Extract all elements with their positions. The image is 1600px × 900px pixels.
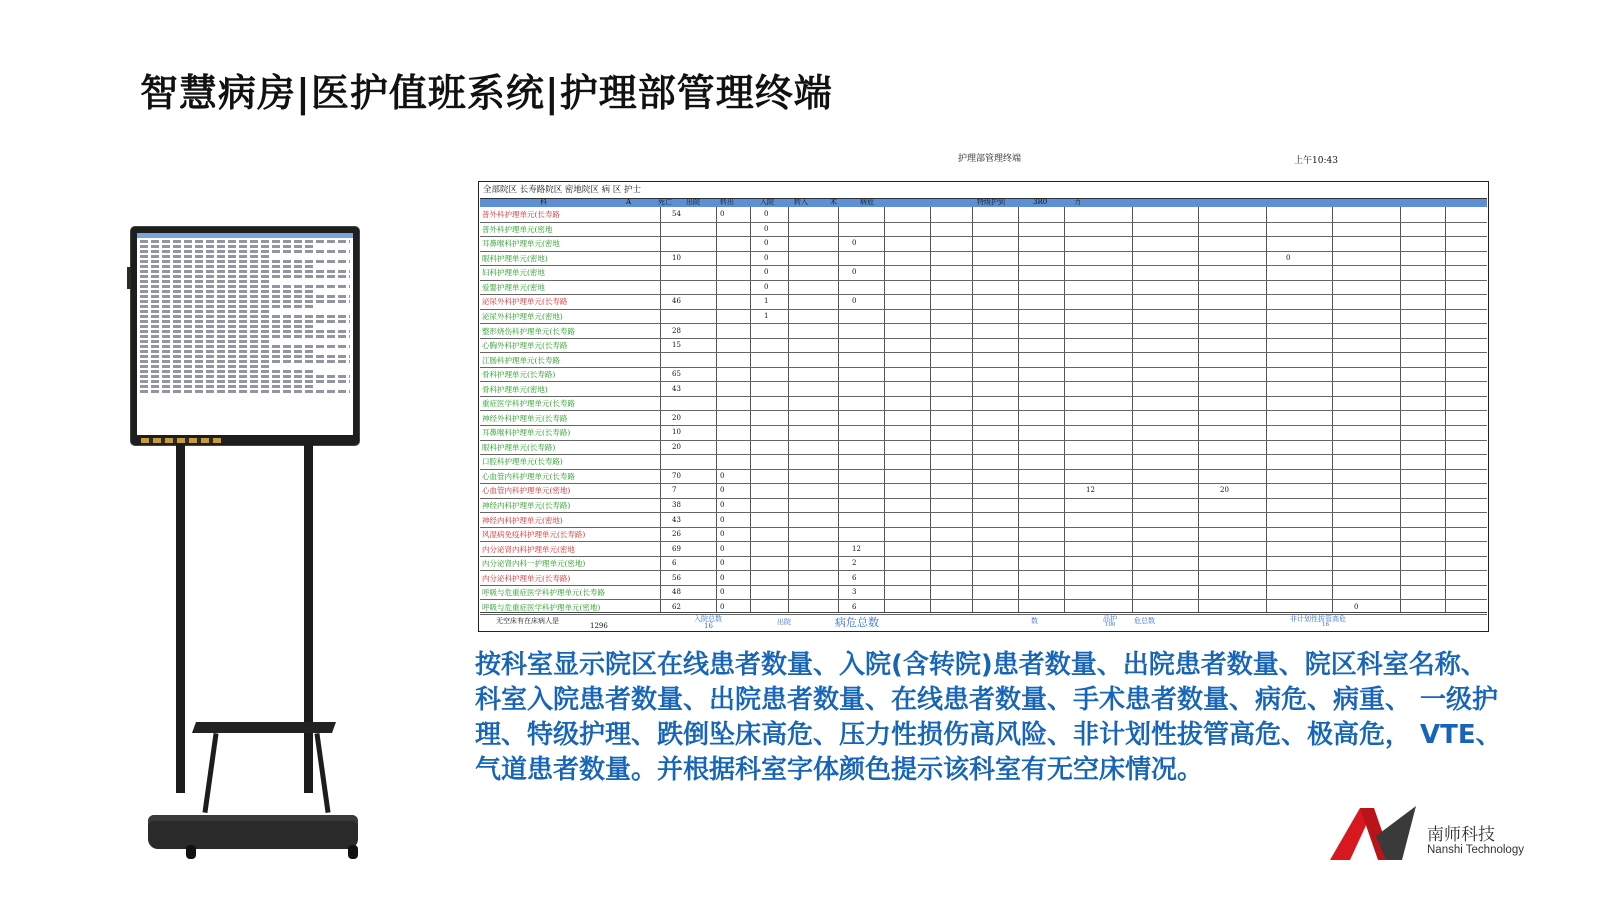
table-row[interactable] [480, 236, 1487, 252]
table-cell: 0 [720, 588, 725, 597]
kiosk-illustration [128, 225, 368, 665]
stand-shelf [192, 722, 336, 733]
stand-pole-right [304, 443, 313, 793]
department-name: 呼吸与危重症医学科护理单元(密地) [482, 602, 601, 612]
table-cell: 6 [672, 559, 677, 568]
table-row[interactable] [480, 265, 1487, 281]
table-cell: 69 [672, 544, 681, 553]
table-row[interactable] [480, 323, 1487, 339]
department-name: 爱婴护理单元(密地 [482, 282, 545, 292]
table-row[interactable] [480, 483, 1487, 499]
department-name: 普外科护理单元(长寿路 [482, 210, 560, 220]
table-cell: 0 [852, 297, 857, 306]
wheel [186, 845, 196, 859]
department-name: 神经内科护理单元(长寿路) [482, 500, 571, 510]
table-cell: 0 [764, 210, 769, 219]
table-cell: 0 [720, 471, 725, 480]
header-cell: 力 [1074, 198, 1081, 206]
header-cell: 3R0 [1033, 198, 1048, 206]
header-cell: 转入 [794, 198, 808, 206]
table-cell: 70 [672, 471, 681, 480]
table-cell: 0 [720, 602, 725, 611]
table-row[interactable] [480, 367, 1487, 383]
table-cell: 0 [720, 559, 725, 568]
footer-discharge: 出院 [777, 618, 791, 626]
table-header [480, 199, 1487, 207]
table-cell: 0 [720, 500, 725, 509]
table-cell: 28 [672, 326, 681, 335]
footer-col-b: 品护 [1103, 615, 1117, 623]
table-row[interactable] [480, 469, 1487, 485]
table-row[interactable] [480, 498, 1487, 514]
table-cell: 0 [720, 530, 725, 539]
department-name: 内分泌肾内科护理单元(密地 [482, 544, 575, 554]
logo-name-en: Nanshi Technology [1427, 844, 1524, 856]
department-name: 妇科护理单元(密地 [482, 268, 545, 278]
header-cell: 入院 [760, 198, 774, 206]
table-cell: 20 [1220, 486, 1229, 495]
nanshi-logo-icon [1330, 806, 1416, 862]
table-cell: 38 [672, 500, 681, 509]
table-cell: 0 [720, 544, 725, 553]
department-name: 骨科护理单元(密地) [482, 384, 548, 394]
table-footer [480, 612, 1487, 630]
table-cell: 62 [672, 602, 681, 611]
footer-label: 无空床有在床病人是 [496, 617, 559, 625]
table-cell: 6 [852, 573, 857, 582]
table-row[interactable] [480, 541, 1487, 557]
header-cell: 术 [830, 198, 837, 206]
table-cell: 0 [764, 268, 769, 277]
table-cell: 2 [852, 559, 857, 568]
table-cell: 10 [672, 428, 681, 437]
footer-col-c: 危总数 [1134, 617, 1155, 625]
department-name: 风湿病免疫科护理单元(长寿路) [482, 530, 586, 540]
stand-pole-left [176, 443, 185, 793]
footer-col-a: 数 [1031, 617, 1038, 625]
slide-title: 智慧病房|医护值班系统|护理部管理终端 [140, 71, 833, 115]
table-body [480, 207, 1487, 612]
screen-time: 上午10:43 [1294, 156, 1338, 166]
screen-title: 护理部管理终端 [958, 154, 1022, 164]
table-row[interactable] [480, 207, 1487, 223]
department-name: 重症医学科护理单元(长寿路 [482, 399, 575, 409]
table-row[interactable] [480, 338, 1487, 354]
logo-name-cn: 南师科技 [1427, 825, 1495, 845]
department-name: 眼科护理单元(密地) [482, 253, 548, 263]
table-cell: 0 [764, 239, 769, 248]
header-cell: 科 [540, 198, 547, 206]
table-row[interactable] [480, 352, 1487, 368]
table-row[interactable] [480, 251, 1487, 267]
table-cell: 12 [852, 544, 861, 553]
department-name: 神经内科护理单元(密地) [482, 515, 563, 525]
department-name: 普外科护理单元(密地 [482, 224, 553, 234]
stand-base [148, 815, 358, 849]
campus-filter-bar[interactable]: 全部院区 长寿路院区 密地院区 病 区 护士 [480, 183, 1487, 199]
department-table [478, 181, 1489, 632]
header-cell: 转出 [720, 198, 734, 206]
table-row[interactable] [480, 396, 1487, 412]
department-name: 心胸外科护理单元(长寿路 [482, 341, 568, 351]
table-cell: 0 [764, 224, 769, 233]
table-cell: 43 [672, 515, 681, 524]
company-logo [1330, 806, 1550, 866]
feature-description: 按科室显示院区在线患者数量、入院(含转院)患者数量、出院患者数量、院区科室名称、科室入院患者数量、出院患者数量、在线患者数量、手术患者数量、病危、病重、 一级护理、特级护理、跌倒坠床高危、压力性损伤高风险、非计划性拔管高危、极高危， VTE、气道患者数量。并根据科室字体颜色提示该科室有无空床情况。 [475, 650, 1502, 785]
table-cell: 6 [852, 602, 857, 611]
table-row[interactable] [480, 309, 1487, 325]
header-cell: 特级护到 [977, 198, 1005, 206]
department-name: 泌尿外科护理单元(密地) [482, 312, 563, 322]
table-cell: 15 [672, 341, 681, 350]
department-name: 耳鼻喉科护理单元(密地 [482, 239, 560, 249]
table-cell: 10 [672, 253, 681, 262]
department-name: 心血管内科护理单元(长寿路 [482, 471, 575, 481]
table-cell: 46 [672, 297, 681, 306]
footer-admit: 入院总数 [694, 615, 722, 623]
table-row[interactable] [480, 294, 1487, 310]
table-row[interactable] [480, 425, 1487, 441]
header-cell: 死亡 [658, 198, 672, 206]
department-name: 江肠科护理单元(长寿路 [482, 355, 560, 365]
table-cell: 56 [672, 573, 681, 582]
header-cell: 病危 [860, 198, 874, 206]
header-cell: A [626, 198, 632, 206]
footer-col-b-n: 100 [1105, 622, 1116, 628]
department-name: 口腔科护理单元(长寿路) [482, 457, 563, 467]
table-cell: 0 [720, 210, 725, 219]
table-cell: 20 [672, 413, 681, 422]
department-name: 内分泌肾内科一护理单元(密地) [482, 559, 586, 569]
table-row[interactable] [480, 222, 1487, 238]
table-cell: 0 [852, 239, 857, 248]
table-cell: 65 [672, 370, 681, 379]
department-name: 整形烧伤科护理单元(长寿路 [482, 326, 575, 336]
terminal-screenshot [478, 148, 1490, 634]
header-cell: 出院 [686, 198, 700, 206]
table-cell: 0 [1286, 253, 1291, 262]
department-name: 心血管内科护理单元(密地) [482, 486, 571, 496]
table-row[interactable] [480, 280, 1487, 296]
department-name: 神经外科护理单元(长寿路 [482, 413, 568, 423]
table-row[interactable] [480, 454, 1487, 470]
table-cell: 20 [672, 442, 681, 451]
department-name: 泌尿外科护理单元(长寿路 [482, 297, 568, 307]
table-cell: 7 [672, 486, 677, 495]
table-cell: 54 [672, 210, 681, 219]
monitor-screen [137, 233, 353, 435]
table-cell: 12 [1086, 486, 1095, 495]
wheel [348, 845, 358, 859]
table-cell: 48 [672, 588, 681, 597]
table-row[interactable] [480, 556, 1487, 572]
table-cell: 0 [852, 268, 857, 277]
table-cell: 0 [1354, 602, 1359, 611]
department-name: 呼吸与危重症医学科护理单元(长寿路 [482, 588, 605, 598]
footer-critical: 病危总数 [835, 616, 879, 629]
table-row[interactable] [480, 440, 1487, 456]
table-row[interactable] [480, 527, 1487, 543]
department-name: 眼科护理单元(长寿路) [482, 442, 556, 452]
table-cell: 0 [764, 282, 769, 291]
table-row[interactable] [480, 585, 1487, 601]
table-cell: 1 [764, 297, 769, 306]
footer-total: 1296 [590, 622, 608, 630]
table-row[interactable] [480, 512, 1487, 528]
footer-unplanned: 非计划性拔管高危 [1290, 615, 1346, 623]
table-cell: 26 [672, 530, 681, 539]
monitor-side-button [127, 267, 131, 289]
department-name: 内分泌科护理单元(长寿路) [482, 573, 571, 583]
table-row[interactable] [480, 381, 1487, 397]
table-cell: 0 [720, 486, 725, 495]
table-cell: 1 [764, 312, 769, 321]
table-cell: 0 [720, 573, 725, 582]
department-name: 耳鼻喉科护理单元(长寿路) [482, 428, 571, 438]
footer-unplanned-n: 16 [1322, 622, 1329, 628]
department-name: 骨科护理单元(长寿路) [482, 370, 556, 380]
table-cell: 0 [720, 515, 725, 524]
table-cell: 0 [764, 253, 769, 262]
table-cell: 3 [852, 588, 857, 597]
table-row[interactable] [480, 570, 1487, 586]
footer-admit-n: 16 [704, 622, 713, 630]
table-row[interactable] [480, 411, 1487, 427]
monitor [131, 227, 359, 445]
table-cell: 43 [672, 384, 681, 393]
